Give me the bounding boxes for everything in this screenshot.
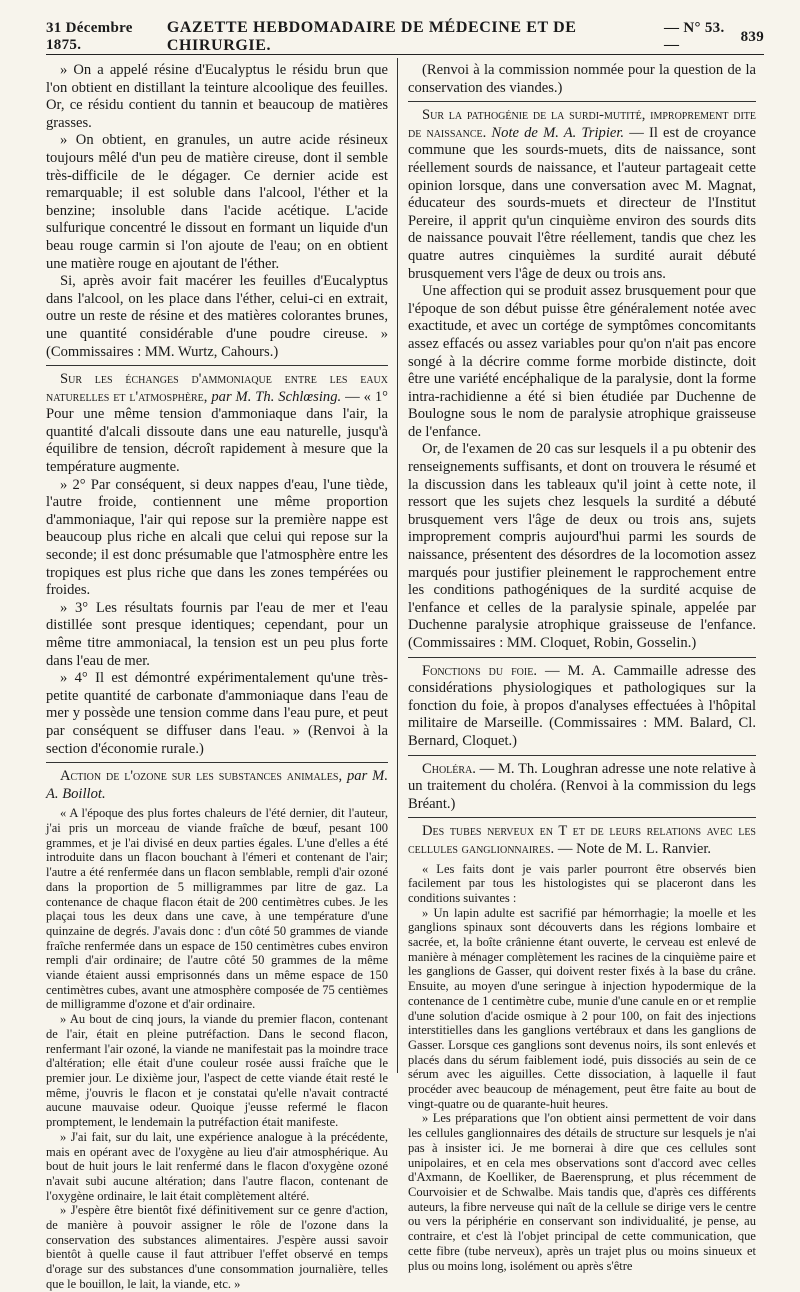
page-number: 839 xyxy=(740,28,765,45)
paragraph: — « 1° Pour une même tension d'ammoniaque dans l'air, la quantité d'alcali dissoute dans une eau naturelle, jusqu'à équilibre de tension, décroît rapidement à mesure que la température augmente. xyxy=(46,388,389,476)
section-author: par M. A. Boillot. xyxy=(46,768,388,802)
section-ozone xyxy=(46,768,388,803)
section-heading: Des tubes nerveux en T et de leurs relations avec les cellules ganglionnaires. xyxy=(408,823,756,857)
right-column xyxy=(408,62,757,1273)
paragraph: » Un lapin adulte est sacrifié par hémorrhagie; la moelle et les ganglions spinaux sont découverts dans les régions lombaire et sacrée, et, la boîte crânienne étant ouverte, le cerveau est enlevé de manière à ménager complètement les racines de la cinquième paire et les ganglions de Gasser, qui doivent rester fixés à la base du crâne. Ensuite, au moyen d'une seringue à injection hypodermique de la contenance de 1 centimètre cube, munie d'une canule en or et remplie d'une solution d'acide osmique à 2 pour 100, on fait des injections interstitielles dans les ganglions vertébraux et dans les ganglions de Gasser. Lorsque ces ganglions sont devenus noirs, ils sont enlevés et placés dans du sérum faiblement iodé, puis dissociés au sein de ce sérum avec les aiguilles. Cette dissociation, à laquelle il faut procéder avec beaucoup de ménagement, peut être faite au bout de vingt-quatre ou de quarante-huit heures. xyxy=(408,905,756,1111)
header-rule xyxy=(46,54,764,55)
paragraph: » 2° Par conséquent, si deux nappes d'eau, l'une tiède, l'autre froide, contiennent une même proportion d'ammoniaque, l'air qui repose sur la première nappe est beaucoup plus riche en alcali que celui qui repose sur la seconde; il est donc présumable que l'atmosphère entre les tropiques est plus riche que dans les zones tempérées ou froides. xyxy=(46,476,388,599)
paragraph: » On obtient, en granules, un autre acide résineux toujours mêlé d'un peu de matière cireuse, dont il semble très-difficile de le dégager. Ce dernier acide est remarquable; il est soluble dans l'alcool, l'éther et la benzine; insoluble dans l'acide acétique. L'acide sulfurique concentré le dissout en formant un liquide d'un beau rouge carmin si l'on ajoute de l'eau; on en obtient une matière rouge en ajoutant de l'éther. xyxy=(46,132,388,272)
paragraph: » On a appelé résine d'Eucalyptus le résidu brun que l'on obtient en distillant la teinture alcoolique des feuilles. Or, ce résidu contient du tannin et beaucoup de matières grasses. xyxy=(46,62,388,131)
section-author: par M. Th. Schlœsing. xyxy=(211,388,342,405)
page-header xyxy=(46,19,765,54)
paragraph: — Il est de croyance commune que les sourds-muets, dits de naissance, sont réellement sourds de naissance, et l'auteur partageait cette opinion lorsque, dans une conversation avec M. Magnat, éducateur des sourds-muets et directeur de l'Institut Pereire, il apprit qu'un cinquième environ des sourds dits de naissance pouvait l'être réellement, tandis que chez les quatre autres cinquièmes la surdité aurait débuté brusquement vers l'âge de deux ou trois ans. xyxy=(408,124,757,282)
paragraph: » J'ai fait, sur du lait, une expérience analogue à la précédente, mais en opérant avec de l'oxygène au lieu d'air atmosphérique. Au bout de huit jours le lait renfermé dans le flacon d'oxygène ozoné n'avait subi aucune altération; dans l'autre flacon, contenant de l'oxygène ordinaire, le lait était complètement altéré. xyxy=(46,1129,388,1203)
section-author: Note de M. A. Tripier. xyxy=(491,124,625,141)
paragraph: » J'espère être bientôt fixé définitivement sur ce genre d'action, de manière à pouvoir assigner le rôle de l'ozone dans la conservation des substances alimentaires. J'espère aussi savoir bientôt à quelle cause il faut attribuer l'effet observé en temps d'orage sur des substances d'une consommation journalière, telles que le bouillon, le lait, la viande, etc. » xyxy=(46,1203,388,1291)
paragraph: » 3° Les résultats fournis par l'eau de mer et l'eau distillée sont presque identiques; cependant, pour un même titre ammoniacal, la tension est un peu plus forte dans l'eau de mer. xyxy=(46,599,388,669)
section-foie xyxy=(408,663,756,751)
section-cholera xyxy=(408,761,756,814)
section-divider xyxy=(408,657,756,658)
journal-title: GAZETTE HEBDOMADAIRE DE MÉDECINE ET DE CHIRURGIE. xyxy=(166,19,577,54)
paragraph: » 4° Il est démontré expérimentalement qu'une très-petite quantité de carbonate d'ammoniaque dans l'eau de mer y possède une tension comme dans l'eau pure, et peut par conséquent se diffuser dans l'eau. » (Renvoi à la section d'économie rurale.) xyxy=(46,670,388,757)
paragraph: « A l'époque des plus fortes chaleurs de l'été dernier, dit l'auteur, j'ai pris un morceau de viande fraîche de bœuf, pesant 100 grammes, et je l'ai divisé en deux parties égales. L'une d'elles a été introduite dans un flacon bouchant à l'émeri et contenant de l'air; l'autre a été renfermée dans un flacon semblable, rempli d'air ozoné dans la proportion de 5 milligrammes par litre de gaz. La contenance de chaque flacon était de 200 centimètres cubes. Je les plaçai tous les deux dans une cave, à une température d'une quinzaine de degrés. J'avais donc : d'un côté 50 grammes de viande fraîche renfermée dans un espace de 150 centimètres cubes environ rempli d'air ordinaire; de l'autre côté 50 grammes de la même viande étaient aussi emprisonnés dans un même espace de 150 centimètres cubes, avant une atmosphère composée de 75 centièmes de milligramme d'ozone et d'air ordinaire. xyxy=(46,806,388,1012)
paragraph: Une affection qui se produit assez brusquement pour que l'époque de son début puisse être généralement notée avec exactitude, et avec un cortége de symptômes concomitants assez effacés ou assez variables pour qu'on n'ait pas encore songé à la décrire comme forme morbide distincte, doit être une variété encéphalique de la paralysie, dont la forme intra-rachidienne a été si bien étudiée par Duchenne de Boulogne sous le nom de paralysie atrophique graisseuse de l'enfance. xyxy=(408,283,756,440)
section-author: — Note de M. L. Ranvier. xyxy=(557,840,712,857)
issue-date: 31 Décembre 1875. xyxy=(46,20,133,53)
section-divider xyxy=(408,817,756,818)
section-heading: Sur les échanges d'ammoniaque entre les eaux naturelles et l'atmosphère, xyxy=(46,371,388,405)
column-divider xyxy=(397,58,398,1073)
section-heading: Action de l'ozone sur les substances animales, xyxy=(60,768,343,785)
paragraph: — M. A. Cammaille adresse des considérations physiologiques et pathologiques sur la fonction du foie, à propos d'analyses effectuées à l'hôpital militaire de Marseille. (Commissaires : MM. Balard, Cl. Bernard, Cloquet.) xyxy=(408,662,756,749)
paragraph: — M. Th. Loughran adresse une note relative à un traitement du choléra. (Renvoi à la commission du legs Bréant.) xyxy=(408,760,756,812)
paragraph: (Renvoi à la commission nommée pour la question de la conservation des viandes.) xyxy=(408,62,756,96)
section-ammoniaque xyxy=(46,371,388,477)
section-divider xyxy=(408,755,756,756)
section-heading: Fonctions du foie. xyxy=(422,662,537,679)
section-heading: Sur la pathogénie de la surdi-mutité, improprement dite de naissance. xyxy=(408,107,756,141)
paragraph: Si, après avoir fait macérer les feuilles d'Eucalyptus dans l'alcool, on les place dans l'éther, celui-ci en extrait, outre un reste de résine et des matières colorantes brunes, une quantité considérable d'une poudre cireuse. » (Commissaires : MM. Wurtz, Cahours.) xyxy=(46,273,388,360)
paragraph: Or, de l'examen de 20 cas sur lesquels il a pu obtenir des renseignements suffisants, et dont on trouvera le résumé et la discussion dans les tableaux qu'il joint à cette note, il ressort que les sujets chez lesquels la surdité a débuté brusquement vers l'âge de deux ou trois ans, sujets improprement compris aujourd'hui parmi les sourds de naissance, présentent des désordres de la locomotion assez marqués pour justifier pleinement le rapprochement entre les conditions pathogéniques de la surdité acquise de l'enfance et celles de la paralysie spinale, appelée par Duchenne paralysie atrophique graisseuse de l'enfance. (Commissaires : MM. Cloquet, Robin, Gosselin.) xyxy=(408,441,756,651)
section-divider xyxy=(46,365,388,366)
issue-number: — N° 53. — xyxy=(664,20,725,53)
section-tubes-nerveux xyxy=(408,823,756,858)
paragraph: » Les préparations que l'on obtient ainsi permettent de voir dans les cellules ganglionnaires des détails de structure sur lesquels je n'ai pas à insister ici. Je me bornerai à dire que ces cellules sont unipolaires, et en cela mes observations sont d'accord avec celles d'Axmann, de Koelliker, de Baerensprung, et plus récemment de Courvoisier et de Schwalbe. Mais tandis que, d'après ces différents auteurs, la fibre nerveuse qui naît de la cellule se dirige vers le centre ou vers la périphérie en conservant son individualité, je pense, au contraire, et c'est là l'objet principal de cette communication, que cette fibre (tube nerveux), après un trajet plus ou moins sinueux et plus ou moins long, isolément ou après s'être xyxy=(408,1111,756,1273)
paragraph: » Au bout de cinq jours, la viande du premier flacon, contenant de l'air, était en pleine putréfaction. Dans le second flacon, renfermant l'air ozoné, la viande ne manifestait pas la moindre trace d'altération; elle était d'une couleur rosée aussi fraîche que le premier jour. Le dixième jour, l'aspect de cette viande était resté le même, j'ouvris le flacon et je constatai qu'elle n'avait contracté aucune mauvaise odeur. Quoique j'eusse refermé le flacon promptement, le lendemain la putréfaction était manifeste. xyxy=(46,1012,388,1130)
section-heading: Choléra. xyxy=(422,760,476,777)
left-column xyxy=(46,62,389,1291)
section-surdi-mutite xyxy=(408,107,756,283)
section-divider xyxy=(46,762,388,763)
section-divider xyxy=(408,101,756,102)
paragraph: « Les faits dont je vais parler pourront être observés bien facilement par tous les histologistes qui se placeront dans les conditions suivantes : xyxy=(408,861,756,905)
